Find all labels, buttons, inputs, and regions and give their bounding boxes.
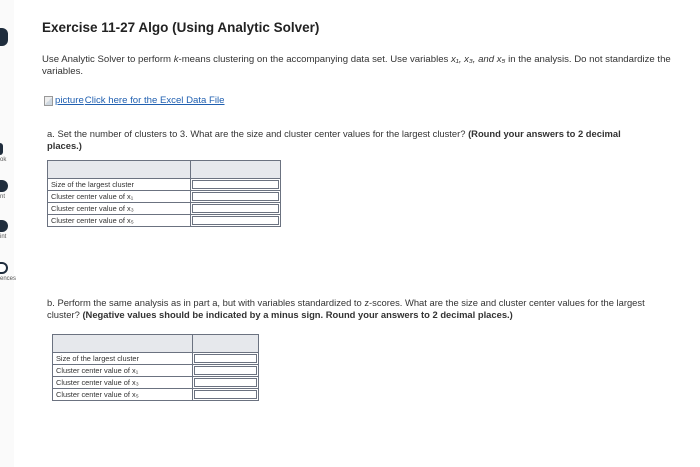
table-row [48, 215, 281, 227]
answer-cell [191, 215, 281, 227]
answer-input[interactable] [194, 354, 257, 363]
book-icon [0, 28, 8, 46]
question-a-text: Set the number of clusters to 3. What are the size and cluster center values for the largest cluster? [57, 128, 466, 139]
table-header-row [53, 335, 259, 353]
answer-table-a [47, 160, 281, 227]
excel-link-alt: picture [55, 95, 84, 106]
excel-link-text: Click here for the Excel Data File [84, 95, 225, 106]
question-a-instruction: (Round your answers to 2 decimal places.) [47, 128, 621, 151]
sidebar-label-ences: ences [0, 276, 17, 282]
intro-text [42, 54, 682, 78]
intro-part2: -means clustering on the accompanying data set. Use variables [178, 54, 451, 65]
page-title: Exercise 11-27 Algo (Using Analytic Solver) [42, 20, 320, 35]
table-row [53, 389, 259, 401]
row-label: Cluster center value of x₁ [53, 365, 193, 377]
sidebar-item-book[interactable] [0, 28, 14, 46]
sidebar-item-ok[interactable] [0, 143, 14, 163]
table-row [48, 179, 281, 191]
question-b-prefix: b. [47, 297, 55, 308]
printer-icon [0, 220, 8, 232]
answer-cell [191, 191, 281, 203]
row-label: Cluster center value of x₅ [48, 215, 191, 227]
answer-input[interactable] [194, 366, 257, 375]
answer-input[interactable] [194, 390, 257, 399]
intro-part1: Use Analytic Solver to perform [42, 54, 174, 65]
table-row [48, 191, 281, 203]
table-row [53, 377, 259, 389]
print-icon [0, 180, 8, 192]
table-header-row [48, 161, 281, 179]
sidebar-label-nt: nt [0, 194, 6, 200]
question-b-instruction: (Negative values should be indicated by a minus sign. Round your answers to 2 decimal places.) [82, 308, 513, 320]
answer-cell [193, 365, 259, 377]
answer-cell [193, 389, 259, 401]
question-a [47, 128, 657, 151]
ebook-icon [0, 143, 3, 155]
row-label: Cluster center value of x₅ [53, 389, 193, 401]
answer-table-b [52, 334, 259, 401]
question-b-text: Perform the same analysis as in part a, but with variables standardized to z-scores. What are the size and cluster center values for the largest cluster? [47, 297, 645, 320]
row-label: Cluster center value of x₃ [48, 203, 191, 215]
answer-input[interactable] [192, 180, 279, 189]
sidebar-label-ok: ok [0, 157, 7, 163]
answer-cell [193, 353, 259, 365]
table-row [53, 353, 259, 365]
question-a-prefix: a. [47, 128, 55, 139]
sidebar-item-print-2[interactable] [0, 220, 14, 240]
row-label: Size of the largest cluster [48, 179, 191, 191]
table-header-cell [48, 161, 191, 179]
sidebar-item-print[interactable] [0, 180, 14, 200]
broken-image-icon [44, 96, 53, 106]
intro-vars: x₁, x₃, and x₅ [451, 54, 506, 65]
intro-part3: in the analysis. Do not standardize the variables. [42, 54, 671, 77]
table-row [48, 203, 281, 215]
sidebar-label-int: int [0, 234, 7, 240]
table-header-cell [191, 161, 281, 179]
question-b [47, 297, 657, 320]
answer-input[interactable] [192, 204, 279, 213]
answer-cell [191, 203, 281, 215]
table-header-cell [193, 335, 259, 353]
answer-input[interactable] [192, 192, 279, 201]
answer-cell [191, 179, 281, 191]
left-sidebar [0, 0, 17, 467]
sidebar-item-references[interactable] [0, 262, 17, 282]
intro-k: k [173, 54, 179, 65]
table-row [53, 365, 259, 377]
excel-data-link[interactable] [44, 95, 225, 106]
answer-input[interactable] [194, 378, 257, 387]
row-label: Size of the largest cluster [53, 353, 193, 365]
row-label: Cluster center value of x₃ [53, 377, 193, 389]
table-header-cell [53, 335, 193, 353]
answer-input[interactable] [192, 216, 279, 225]
answer-cell [193, 377, 259, 389]
row-label: Cluster center value of x₁ [48, 191, 191, 203]
references-icon [0, 262, 8, 274]
